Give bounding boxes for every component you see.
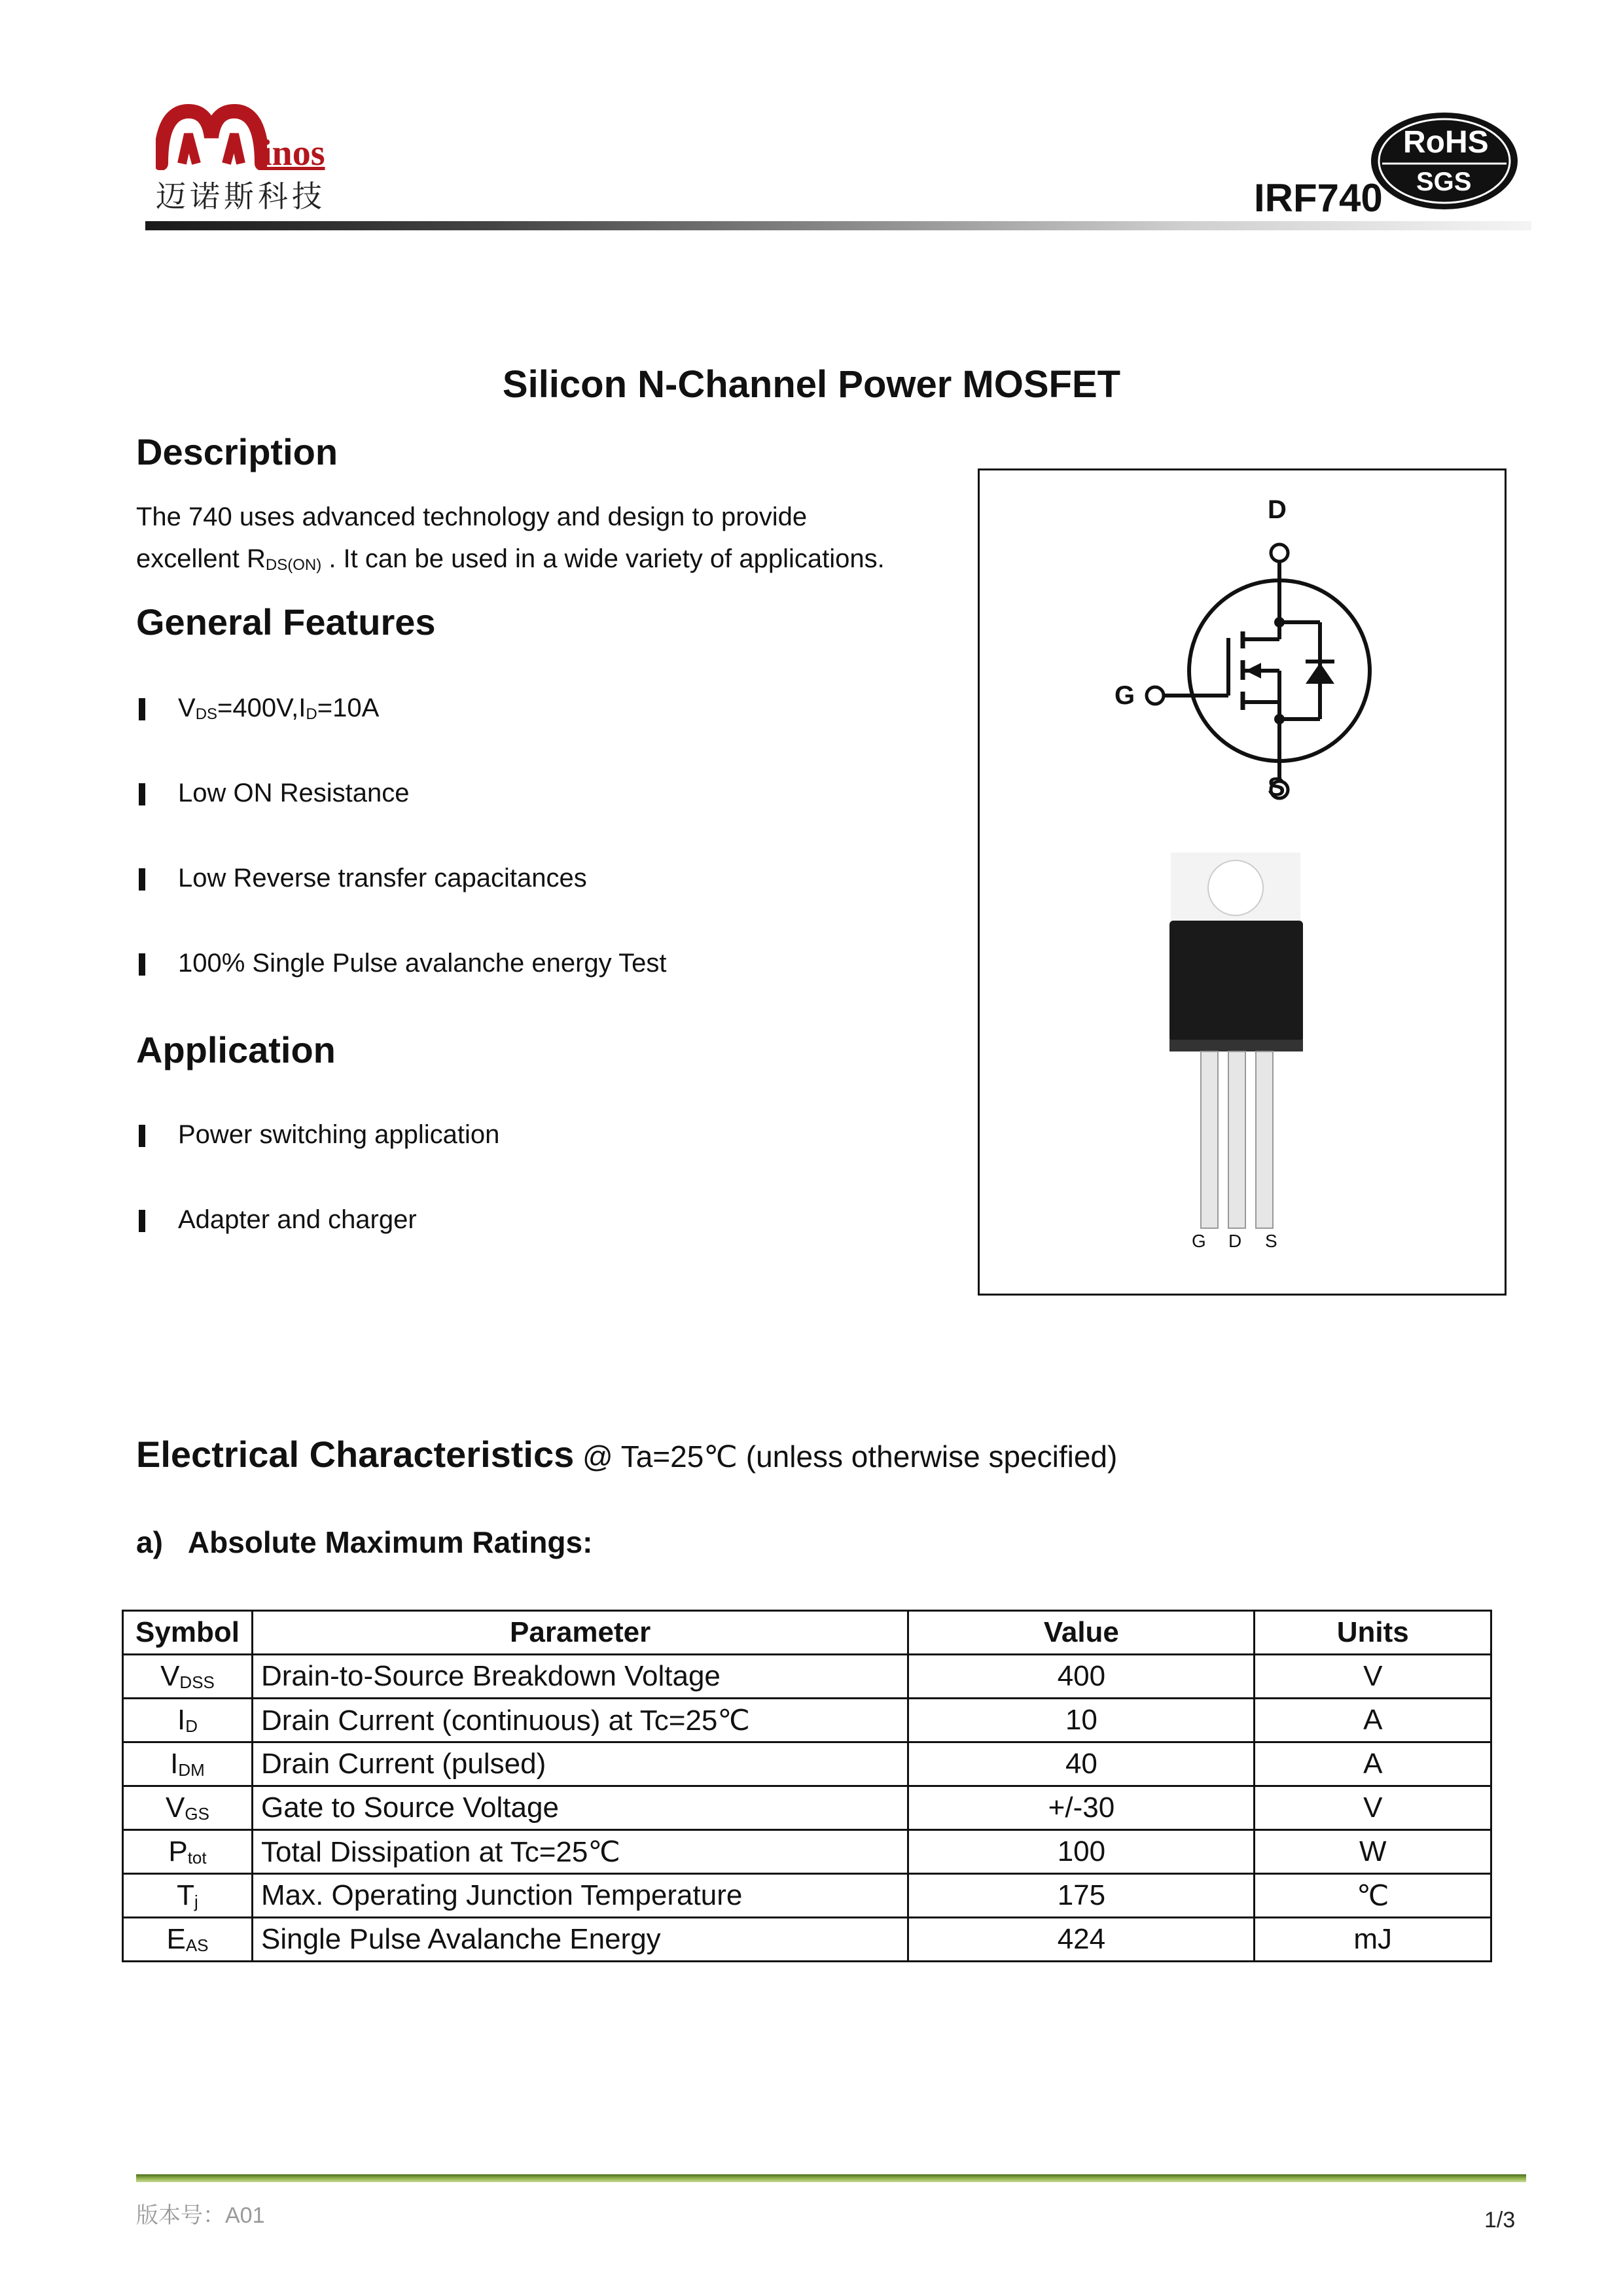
brand-logo [156,98,378,213]
version-label: 版本号：A01 [136,2203,265,2228]
value-cell: 100 [908,1830,1255,1874]
electrical-title: Electrical Characteristics [136,1434,575,1475]
header-rule [145,221,1531,230]
parameter-cell: Max. Operating Junction Temperature [252,1874,908,1918]
value-cell: 175 [908,1874,1255,1918]
value-cell: 40 [908,1742,1255,1786]
parameter-cell: Drain Current (continuous) at Tc=25℃ [252,1699,908,1742]
unit-cell: mJ [1255,1918,1491,1962]
drain-label: D [1268,495,1287,524]
symbol-cell: $E_{AS}$ [123,1918,253,1962]
parameter-cell: Drain Current (pulsed) [252,1742,908,1786]
unit-cell: W [1255,1830,1491,1874]
feature-item: Low Reverse transfer capacitances [139,864,587,893]
bullet-icon [139,953,145,976]
symbol-cell: $P_{tot}$ [123,1830,253,1874]
electrical-heading [136,1433,1117,1475]
value-cell: 424 [908,1918,1255,1962]
rohs-label: RoHS [1403,125,1489,160]
unit-cell: ℃ [1255,1874,1491,1918]
features-heading: General Features [136,601,436,643]
parameter-cell: Drain-to-Source Breakdown Voltage [252,1655,908,1699]
sgs-label: SGS [1416,168,1472,196]
bullet-icon [139,1210,145,1232]
bullet-icon [139,868,145,891]
table-header-row [123,1611,1491,1655]
bullet-icon [139,1125,145,1147]
unit-cell: V [1255,1786,1491,1830]
symbol-cell: $I_D$ [123,1699,253,1742]
part-number: IRF740 [1254,176,1383,220]
to220-package-icon [1164,853,1315,1245]
parameter-cell: Single Pulse Avalanche Energy [252,1918,908,1962]
brand-m-icon [156,98,267,170]
symbol-cell: $T_j$ [123,1874,253,1918]
symbol-cell: $I_{DM}$ [123,1742,253,1786]
absolute-ratings-table [122,1610,1492,1962]
description-line-1: The 740 uses advanced technology and design to provide [136,503,808,531]
application-item: Adapter and charger [139,1205,417,1235]
description-heading: Description [136,431,338,472]
application-item: Power switching application [139,1120,499,1150]
table-row [123,1742,1491,1786]
value-cell: +/-30 [908,1786,1255,1830]
description-text [136,496,885,586]
brand-chinese-name: 迈诺斯科技 [156,179,326,213]
footer-rule [136,2174,1526,2182]
unit-cell: A [1255,1699,1491,1742]
rohs-sgs-badge [1369,110,1520,212]
mosfet-symbol-icon [1097,494,1425,821]
feature-item: Low ON Resistance [139,779,409,808]
value-cell: 10 [908,1699,1255,1742]
description-line-2: excellent $R_{DS(ON)}$ . It can be used in a wide variety of applications. [136,544,885,574]
page-title: Silicon N-Channel Power MOSFET [502,363,1121,406]
feature-item: 100% Single Pulse avalanche energy Test [139,949,666,978]
pin-label-s: S [1265,1231,1277,1251]
parameter-cell: Total Dissipation at Tc=25℃ [252,1830,908,1874]
table-row [123,1830,1491,1874]
value-cell: 400 [908,1655,1255,1699]
symbol-cell: $V_{DSS}$ [123,1655,253,1699]
page-number: 1/3 [1484,2208,1516,2233]
bullet-icon [139,783,145,805]
feature-item: $V_{DS}=400V,I_D=10A$ [139,694,379,724]
column-header: Parameter [252,1611,908,1655]
table-row [123,1874,1491,1918]
gate-label: G [1115,681,1135,710]
table-row [123,1918,1491,1962]
table-row [123,1655,1491,1699]
pin-label-g: G [1192,1231,1206,1251]
brand-wordmark: inos [262,133,325,173]
symbol-cell: $V_{GS}$ [123,1786,253,1830]
column-header: Units [1255,1611,1491,1655]
device-figure [978,468,1507,1296]
pin-label-d: D [1228,1231,1242,1251]
application-heading: Application [136,1029,336,1070]
unit-cell: A [1255,1742,1491,1786]
table-row [123,1786,1491,1830]
electrical-condition: @ Ta=25℃ (unless otherwise specified) [574,1439,1118,1474]
bullet-icon [139,698,145,720]
source-label: S [1268,773,1285,802]
table-row [123,1699,1491,1742]
parameter-cell: Gate to Source Voltage [252,1786,908,1830]
column-header: Value [908,1611,1255,1655]
column-header: Symbol [123,1611,253,1655]
absolute-ratings-heading: a) Absolute Maximum Ratings: [136,1525,593,1559]
unit-cell: V [1255,1655,1491,1699]
